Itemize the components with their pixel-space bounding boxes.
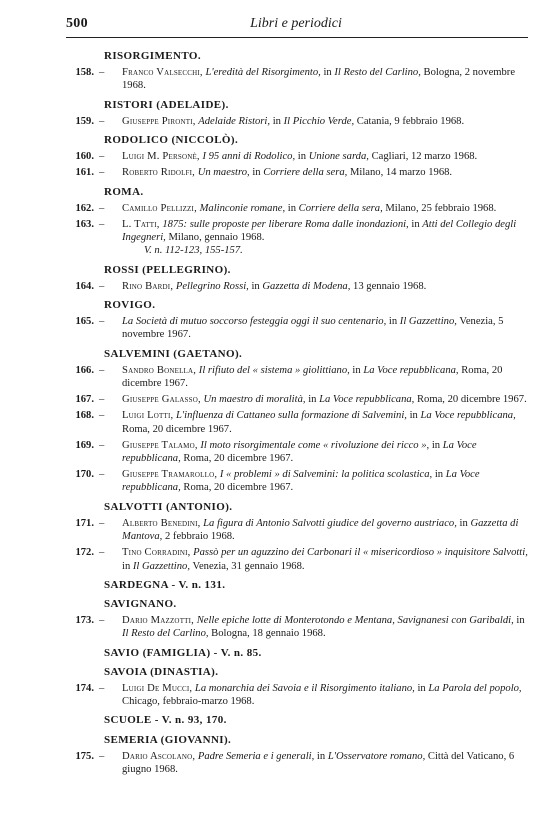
entry-place-date: Roma, 20 dicembre 1967. [183,453,294,465]
section-heading: RODOLICO (NICCOLÒ). [104,134,239,147]
entry-place-date: Catania, 9 febbraio 1968. [356,115,465,127]
entry-place-date: Roma, 20 dicembre 1967. [122,364,503,390]
section-heading: RISORGIMENTO. [104,50,201,62]
section-heading: SALVOTTI (ANTONIO). [104,500,233,513]
entry-in: in [323,67,332,79]
entry-number: 173. [75,615,94,627]
bibliography-entry [66,280,528,293]
section-heading: SEMERIA (GIOVANNI). [104,733,232,746]
entry-author: Sandro Bonella, [122,364,197,376]
entry-in: in [516,615,525,627]
bibliography-entry [66,546,528,572]
section-heading: ROSSI (PELLEGRINO). [104,263,231,276]
entry-place-date: Milano, 14 marzo 1968. [349,167,453,179]
entry-text [122,394,527,405]
entry-text [122,151,477,162]
entry-source: La Voce repubblicana, [319,394,415,406]
entry-source: Gazzetta di Mantova, [122,517,519,543]
entry-source: La Voce repubblicana, [122,439,477,465]
entry-source: Il Resto del Carlino, [334,67,421,79]
entry-cross-reference: V. n. 112-123, 155-157. [144,245,243,257]
entry-number: 160. [75,151,94,163]
bibliography-entry [66,468,528,494]
entry-dash: – [99,750,105,762]
entry-number: 172. [75,547,94,559]
entry-number: 159. [75,115,94,127]
entry-in: in [411,219,420,231]
bibliography-entry [66,115,528,128]
entry-text [122,316,503,340]
entry-author: Giuseppe Pironti, [122,115,196,127]
entry-text [122,518,518,542]
entry-dash: – [99,364,105,376]
entry-in: in [352,364,361,376]
page-number: 500 [66,16,88,31]
entry-in: in [252,167,261,179]
entry-title: 1875: sulle proposte per liberare Roma dalle inondazioni, [162,219,409,231]
entry-in: in [316,750,326,762]
entry-title: Padre Semeria e i generali, [197,750,315,762]
entry-author: Roberto Ridolfi, [122,167,196,179]
entry-text [122,167,452,178]
entry-dash: – [99,202,105,214]
entry-author: Luigi Lotti, [122,410,174,422]
entry-source: Il Gazzettino, [399,316,457,328]
entry-number: 170. [75,469,94,481]
entry-text [122,219,516,243]
entry-source: La Parola del popolo, [428,682,522,694]
entry-number: 174. [75,682,94,694]
entry-number: 161. [75,167,94,179]
entry-dash: – [99,219,105,231]
entry-text [122,67,515,91]
bibliography-entry [66,682,528,708]
entry-dash: – [99,394,105,406]
entry-place-date: Venezia, 31 gennaio 1968. [192,560,305,572]
entry-author: Camillo Pellizzi, [122,202,197,214]
entry-place-date: Venezia, 5 novembre 1967. [122,316,504,341]
entry-in: in [251,280,260,292]
entry-title: Passò per un aguzzino dei Carbonari il « misericordioso » inquisitore Salvotti, [193,547,528,559]
section-heading: SCUOLE - V. n. 93, 170. [104,714,227,727]
entry-in: in [434,469,444,481]
entry-author: Giuseppe Tramarollo, [122,469,218,481]
entry-source: Corriere della sera, [298,202,383,214]
bibliography-entry [66,364,528,390]
entry-place-date: 2 febbraio 1968. [164,531,235,543]
entry-title: Un maestro di moralità, [203,394,306,406]
bibliography-entry [66,166,528,179]
entry-place-date: Bologna, 18 gennaio 1968. [211,628,326,640]
bibliography-entry [66,393,528,406]
entry-title: Malinconie romane, [199,202,286,214]
section-heading: SAVIGNANO. [104,597,177,610]
entry-in: in [308,394,317,406]
entry-dash: – [99,469,105,481]
entry-number: 166. [75,364,94,376]
entry-dash: – [99,67,105,79]
entry-text [122,281,426,292]
entry-dash: – [99,615,105,627]
entry-title: Il moto risorgimentale come « rivoluzione dei ricco », [200,439,430,451]
entry-title: L'influenza di Cattaneo sulla formazione di Salvemini, [176,410,407,422]
entry-title: Adelaide Ristori, [198,115,271,127]
entry-author: Giuseppe Talamo, [122,439,198,451]
entry-author: Alberto Benedini, [122,517,201,529]
entry-in: in [417,682,426,694]
entry-author: Dario Mazzotti, [122,615,195,627]
entry-text [122,410,516,434]
entry-dash: – [99,115,105,127]
entry-source: Atti del Collegio degli Ingegneri, [122,219,517,244]
entry-source: La Voce repubblicana, [420,410,516,422]
entry-author: Luigi De Mucci, [122,682,193,694]
entry-title: L'eredità del Risorgimento, [205,67,321,79]
section-heading: ROVIGO. [104,299,156,312]
entry-place-date: Roma, 20 dicembre 1967. [122,423,232,435]
entry-place-date: Città del Vaticano, 6 giugno 1968. [122,750,515,775]
entry-title: Pellegrino Rossi, [175,280,249,292]
entry-number: 158. [75,67,94,79]
entry-in: in [297,151,307,163]
entry-text [122,365,502,389]
entry-author: Giuseppe Galasso, [122,394,201,406]
entry-number: 164. [75,280,94,292]
entry-title: Il rifiuto del « sistema » giolittiano, [198,364,350,376]
bibliography-entry [66,66,528,92]
entry-dash: – [99,167,105,179]
entry-place-date: Roma, 20 dicembre 1967. [183,482,294,494]
entry-source: L'Osservatore romano, [327,750,426,762]
entry-text [122,116,464,127]
bibliography-entry [66,750,528,776]
entry-dash: – [99,410,105,422]
entry-title: Nelle epiche lotte di Monterotondo e Mentana, Savignanesi con Garibaldi, [196,615,514,627]
entry-title: La Società di mutuo soccorso festeggia oggi il suo centenario, [122,316,387,328]
entry-source: La Voce repubblicana, [363,364,459,376]
entry-source: Unione sarda, [308,151,369,163]
page-header [66,16,526,36]
entry-in: in [272,115,281,127]
entry-source: Corriere della sera, [263,167,348,179]
entry-number: 162. [75,202,94,214]
entry-dash: – [99,682,105,694]
entry-title: La monarchia dei Savoia e il Risorgimento italiano, [194,682,415,694]
section-heading: SALVEMINI (GAETANO). [104,347,243,360]
bibliography-entry [66,439,528,465]
entry-number: 163. [75,219,94,231]
entry-in: in [287,202,296,214]
section-heading: SAVIO (FAMIGLIA) - V. n. 85. [104,646,262,659]
entry-title: I « problemi » di Salvemini: la politica scolastica, [219,469,433,481]
entry-place-date: Milano, 25 febbraio 1968. [385,202,497,214]
entry-source: Il Gazzettino, [132,560,190,572]
header-rule [66,37,528,38]
entry-title: Un maestro, [197,167,250,179]
entry-title: La figura di Antonio Salvotti giudice del governo austriaco, [203,517,457,529]
bibliography-entry [66,218,528,258]
bibliography-entry [66,315,528,341]
entry-dash: – [99,280,105,292]
entry-text [122,203,496,214]
entry-number: 175. [75,750,94,762]
entry-author: Rino Bardi, [122,280,174,292]
entry-in: in [388,316,398,328]
entry-place-date: Roma, 20 dicembre 1967. [416,394,527,406]
entry-source: La Voce repubblicana, [122,469,480,494]
entry-place-date: Bologna, 2 novembre 1968. [122,67,516,92]
entry-dash: – [99,151,105,163]
section-heading: ROMA. [104,185,144,198]
entry-in: in [409,410,418,422]
entry-place-date: 13 gennaio 1968. [353,280,427,292]
entry-source: Il Resto del Carlino, [122,628,209,640]
bibliography-entry [66,150,528,163]
running-title: Libri e periodici [250,16,342,31]
entry-source: Il Picchio Verde, [283,115,355,127]
entry-text [122,547,528,571]
entry-number: 165. [75,316,94,328]
entry-text [122,615,525,639]
entry-place-date: Cagliari, 12 marzo 1968. [371,151,478,163]
section-heading: SAVOIA (DINASTIA). [104,665,219,678]
entry-author: L. Tatti, [122,219,160,231]
entry-text [122,469,480,493]
entry-in: in [122,560,131,572]
bibliography-list [66,50,528,779]
entry-author: Franco Valsecchi, [122,67,203,79]
entry-number: 169. [75,439,94,451]
entry-in: in [459,517,468,529]
entry-title: I 95 anni di Rodolico, [202,151,296,163]
entry-text [122,751,514,775]
entry-number: 171. [75,517,94,529]
entry-dash: – [99,439,105,451]
entry-place-date: Milano, gennaio 1968. [168,232,265,244]
section-heading: RISTORI (ADELAIDE). [104,98,229,111]
section-heading: SARDEGNA - V. n. 131. [104,578,226,591]
entry-in: in [431,439,441,451]
entry-dash: – [99,517,105,529]
entry-author: Luigi M. Personè, [122,151,200,163]
entry-author: Dario Ascolano, [122,750,196,762]
bibliography-entry [66,517,528,543]
entry-number: 168. [75,410,94,422]
bibliography-entry [66,202,528,215]
entry-place-date: Chicago, febbraio-marzo 1968. [122,696,255,708]
entry-source: Gazzetta di Modena, [262,280,351,292]
entry-text [122,440,477,464]
entry-dash: – [99,316,105,328]
entry-text [122,683,522,707]
bibliography-entry [66,614,528,640]
entry-author: Tino Corradini, [122,547,191,559]
bibliography-entry [66,409,528,435]
entry-number: 167. [75,394,94,406]
entry-dash: – [99,547,105,559]
